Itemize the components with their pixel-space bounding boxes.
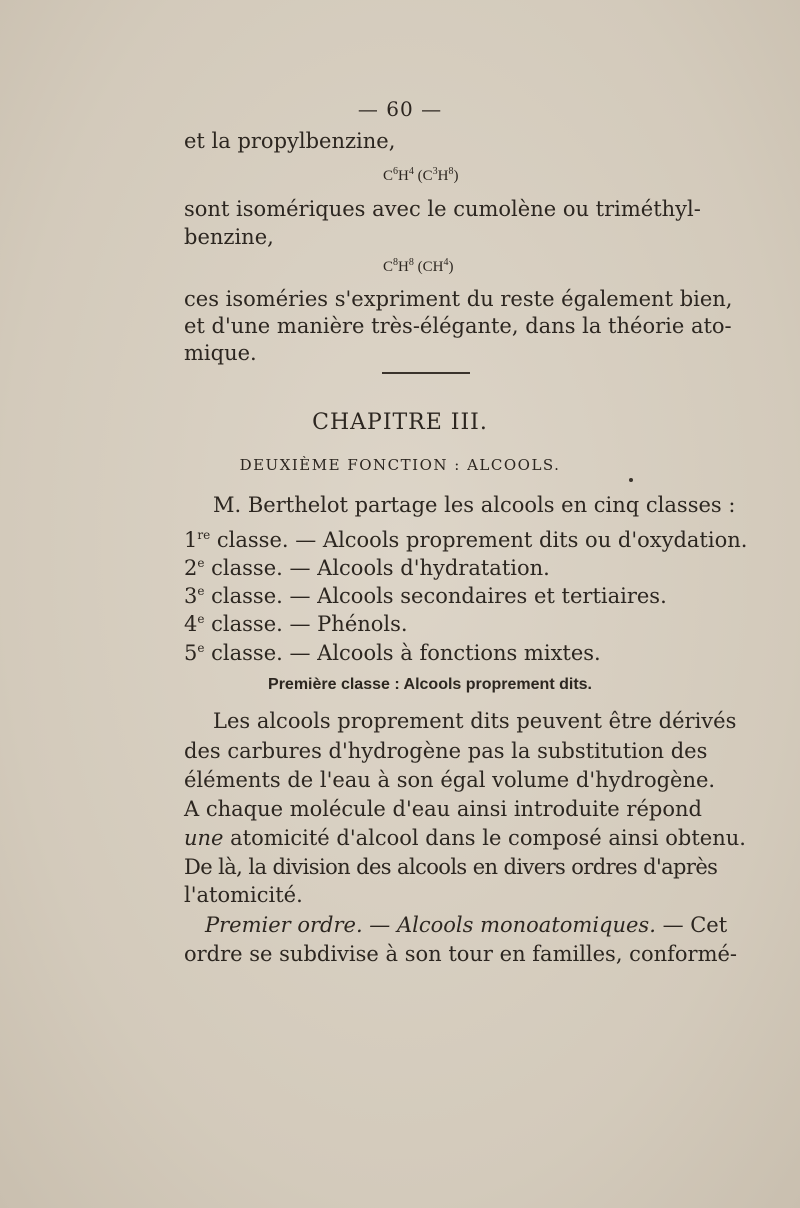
paragraph-line: éléments de l'eau à son égal volume d'hydrogène. — [184, 768, 716, 792]
text-line: et la propylbenzine, — [184, 129, 396, 153]
page-number: — 60 — — [357, 97, 443, 121]
paragraph-line: l'atomicité. — [184, 883, 303, 907]
section-divider — [382, 372, 470, 374]
text-line: ces isoméries s'expriment du reste également bien, — [184, 287, 733, 311]
text-line: sont isomériques avec le cumolène ou triméthyl- — [184, 197, 701, 221]
chapter-title: CHAPITRE III. — [312, 410, 488, 435]
text-line: mique. — [184, 341, 257, 365]
class-item-3: 3e classe. — Alcools secondaires et tertiaires. — [184, 584, 667, 608]
paragraph-line: Premier ordre. — Alcools monoatomiques. — Cet — [205, 913, 728, 937]
class-item-1: 1re classe. — Alcools proprement dits ou d'oxydation. — [184, 528, 748, 552]
formula-trimethylbenzine: $C^8H^8$ $(CH^4)$ — [383, 257, 454, 275]
class-item-2: 2e classe. — Alcools d'hydratation. — [184, 556, 550, 580]
classes-intro: M. Berthelot partage les alcools en cinq classes : — [213, 493, 736, 517]
formula-propylbenzine: $C^6H^4$ $(C^3H^8)$ — [383, 166, 459, 184]
class-item-4: 4e classe. — Phénols. — [184, 612, 408, 636]
paragraph-line: une atomicité d'alcool dans le composé ainsi obtenu. — [184, 826, 746, 850]
paragraph-line: ordre se subdivise à son tour en familles, conformé- — [184, 942, 738, 966]
text-line: benzine, — [184, 225, 274, 249]
paragraph-line: des carbures d'hydrogène pas la substitution des — [184, 739, 708, 763]
section-title: Première classe : Alcools proprement dits. — [268, 676, 592, 693]
paragraph-line: A chaque molécule d'eau ainsi introduite répond — [184, 797, 702, 821]
text-line: et d'une manière très-élégante, dans la théorie ato- — [184, 314, 732, 338]
paragraph-line: Les alcools proprement dits peuvent être dérivés — [213, 709, 737, 733]
chapter-subtitle: DEUXIÈME FONCTION : ALCOOLS. — [239, 456, 561, 474]
ink-speck — [629, 478, 633, 482]
paragraph-line: De là, la division des alcools en divers ordres d'après — [184, 855, 718, 879]
class-item-5: 5e classe. — Alcools à fonctions mixtes. — [184, 641, 601, 665]
